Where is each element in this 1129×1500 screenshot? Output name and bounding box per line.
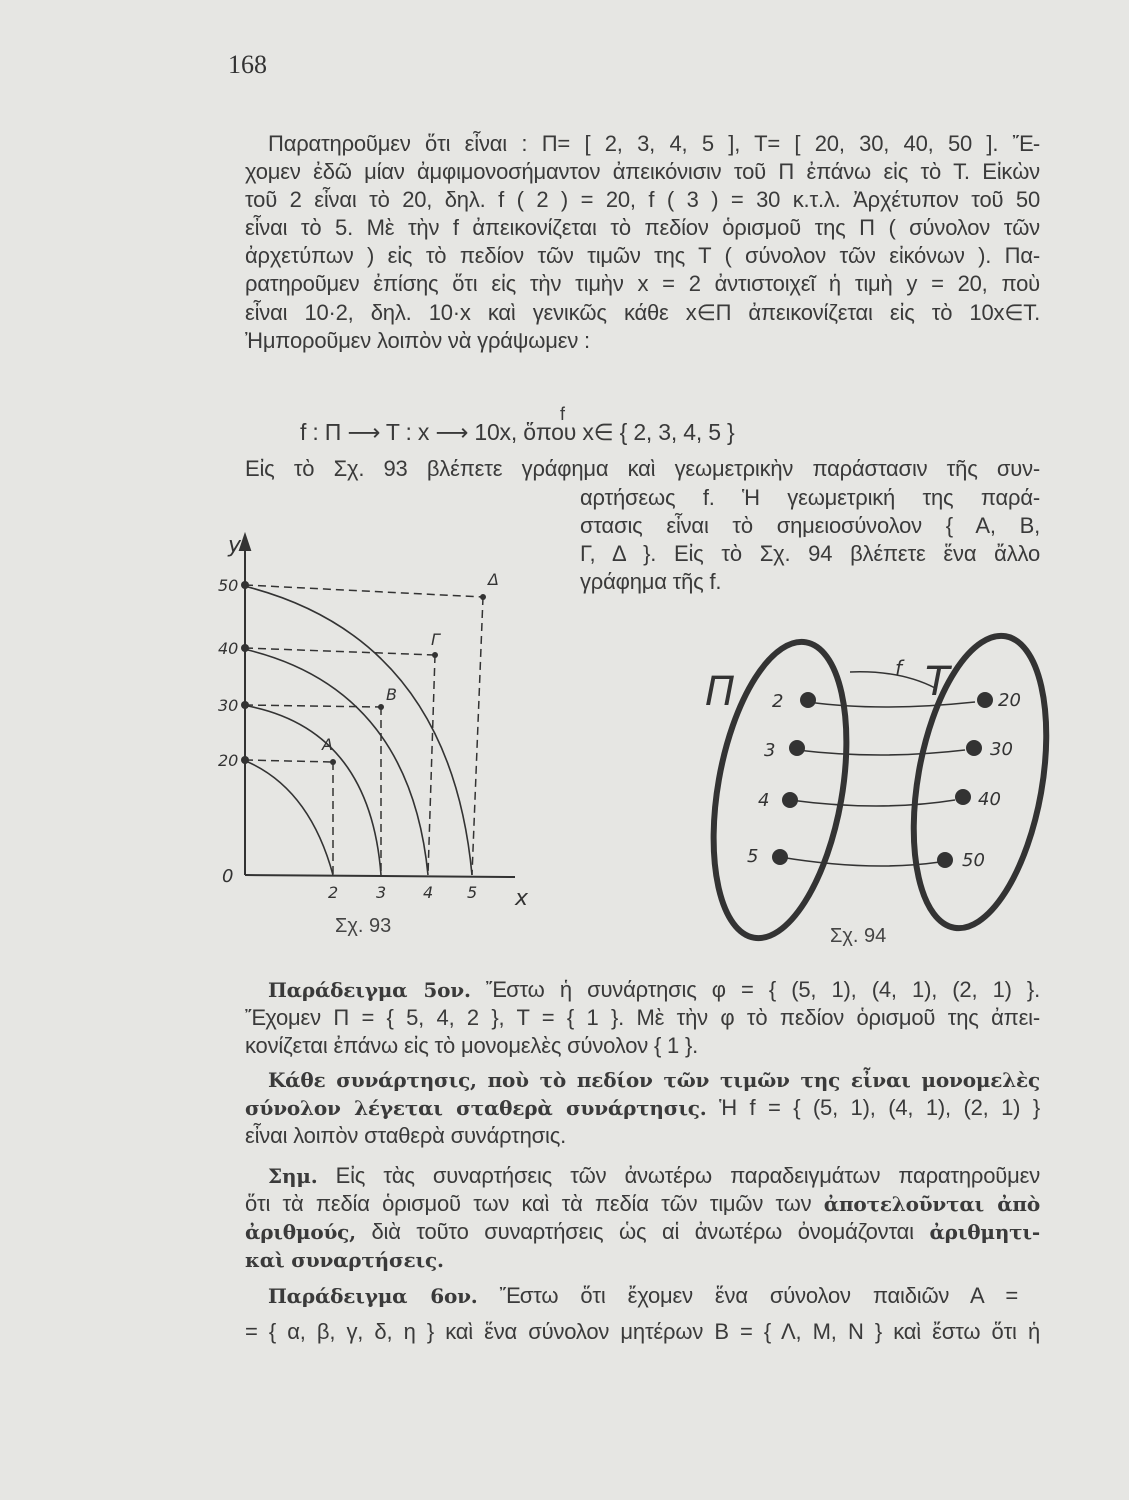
text-segment: Παρατηροῦμεν ὅτι εἶναι : Π= [ 2, 3, 4, 5 ], Τ= [ 20, 30, 40, 50 ]. Ἔ- — [268, 131, 1040, 156]
bold-text: ἀριθμούς, — [245, 1220, 356, 1244]
left-element-label: 5 — [747, 846, 759, 867]
point-label: Δ — [488, 570, 499, 589]
text-segment: κονίζεται ἐπάνω εἰς τὸ μονομελὲς σύνολον { 1 }. — [245, 1033, 699, 1058]
bold-text: ἀποτελοῦνται ἀπὸ — [823, 1192, 1040, 1216]
text-segment: εἶναι λοιπὸν σταθερὰ συνάρτησις. — [245, 1123, 567, 1148]
y-tick-label: 20 — [218, 751, 239, 770]
text-segment: ἀρχετύπων ) εἰς τὸ πεδίον τῶν τιμῶν της Τ ( σύνολον τῶν εἰκόνων ). Πα- — [245, 243, 1040, 268]
text-segment: τοῦ 2 εἶναι τὸ 20, δηλ. f ( 2 ) = 20, f ( 3 ) = 30 κ.τ.λ. Ἀρχέτυπον τοῦ 50 — [245, 187, 1040, 212]
text-segment: στασις εἶναι τὸ σημειοσύνολον { Α, Β, — [580, 513, 1040, 538]
x-axis-label: x — [515, 886, 529, 911]
points — [241, 581, 486, 765]
set-pi-label: Π — [705, 669, 736, 715]
point-label: Α — [322, 735, 333, 754]
y-axis-arrow-icon — [240, 535, 250, 550]
x-axis — [245, 875, 515, 877]
set-t-label: Τ — [925, 659, 950, 705]
text-segment: Ἔστω ὅτι ἔχομεν ἕνα σύνολον παιδιῶν Α = — [477, 1283, 1018, 1308]
formula-arrow-label: f — [560, 404, 565, 424]
bold-text: Σημ. — [268, 1164, 318, 1188]
left-element-label: 3 — [764, 740, 776, 761]
figure-93 — [240, 535, 515, 877]
set-t-ellipse — [893, 625, 1067, 938]
text-segment: ὅτι τὰ πεδία ὁρισμοῦ των καὶ τὰ πεδία τῶν τιμῶν των — [245, 1191, 824, 1216]
bold-text: Παράδειγμα 6ον. — [268, 1284, 478, 1308]
text-segment: αρτήσεως f. Ἡ γεωμετρική της παρά- — [580, 485, 1040, 510]
bold-text: Παράδειγμα 5ον. — [268, 978, 471, 1002]
right-element-label: 40 — [978, 789, 1001, 810]
text-segment: Γ, Δ }. Εἰς τὸ Σχ. 94 βλέπετε ἕνα ἄλλο — [580, 541, 1040, 566]
text-segment: χομεν ἐδῶ μίαν ἀμφιμονοσήμαντον ἀπεικόνισιν τοῦ Π ἐπάνω εἰς τὸ Τ. Εἰκὼν — [245, 159, 1040, 184]
text-segment: Εἰς τὸ Σχ. 93 βλέπετε γράφημα καὶ γεωμετρικὴν παράστασιν τῆς συν- — [245, 456, 1040, 481]
point-label: Β — [386, 685, 397, 704]
map-label: f — [895, 656, 903, 680]
text-segment: Εἰς τὰς συναρτήσεις τῶν ἀνωτέρω παραδειγμάτων παρατηροῦμεν — [317, 1163, 1040, 1188]
y-tick-label: 40 — [218, 639, 239, 658]
text-segment: Ἡ f = { (5, 1), (4, 1), (2, 1) } — [706, 1095, 1040, 1120]
origin-label: 0 — [222, 866, 234, 887]
set-elements — [772, 692, 993, 868]
bold-text: Κάθε συνάρτησις, ποὺ τὸ πεδίον τῶν τιμῶν της εἶναι μονομελὲς — [268, 1068, 1040, 1092]
y-tick-label: 30 — [218, 696, 239, 715]
text-segment: Ἔστω ἡ συνάρτησις φ = { (5, 1), (4, 1), (2, 1) }. — [470, 977, 1040, 1002]
text-segment: διὰ τοῦτο συναρτήσεις ὡς αἱ ἀνωτέρω ὀνομάζονται — [355, 1219, 930, 1244]
left-element-label: 2 — [772, 691, 784, 712]
text-segment: εἶναι τὸ 5. Μὲ τὴν f ἀπεικονίζεται τὸ πεδίον ὁρισμοῦ της Π ( σύνολον τῶν — [245, 215, 1040, 240]
fig93-caption: Σχ. 93 — [335, 915, 392, 937]
mapping-arrows — [780, 702, 975, 866]
right-element-label: 50 — [962, 850, 985, 871]
right-element-label: 30 — [990, 739, 1013, 760]
formula: f : Π ⟶ Τ : x ⟶ 10x, ὅπου x∈ { 2, 3, 4, 5 } — [300, 419, 735, 445]
text-segment: = { α, β, γ, δ, η } καὶ ἕνα σύνολον μητέρων Β = { Λ, Μ, Ν } καὶ ἔστω ὅτι ἡ — [245, 1319, 1040, 1344]
text-segment: γράφημα τῆς f. — [580, 569, 722, 594]
x-tick-label: 4 — [423, 883, 434, 902]
figure-94 — [693, 625, 1067, 948]
x-tick-label: 5 — [467, 883, 478, 902]
left-element-label: 4 — [758, 790, 770, 811]
page-number: 168 — [228, 50, 267, 79]
text-segment: Ἔχομεν Π = { 5, 4, 2 }, Τ = { 1 }. Μὲ τὴν φ τὸ πεδίον ὁρισμοῦ της ἀπει- — [245, 1005, 1040, 1030]
y-axis-label: y — [228, 533, 242, 558]
y-tick-label: 50 — [218, 576, 239, 595]
x-tick-label: 3 — [376, 883, 387, 902]
bold-text: ἀριθμητι- — [929, 1220, 1040, 1244]
fig94-caption: Σχ. 94 — [830, 925, 887, 947]
bold-text: σύνολον λέγεται σταθερὰ συνάρτησις. — [245, 1096, 707, 1120]
text-segment: Ἠμποροῦμεν λοιπὸν νὰ γράψωμεν : — [245, 328, 590, 353]
text-segment: εἶναι 10·2, δηλ. 10·x καὶ γενικῶς κάθε x∈Π ἀπεικονίζεται εἰς τὸ 10x∈Τ. — [245, 300, 1040, 325]
point-label: Γ — [431, 630, 440, 649]
guide-lines — [245, 585, 483, 875]
bold-text: καὶ συναρτήσεις. — [245, 1248, 444, 1272]
x-tick-label: 2 — [328, 883, 339, 902]
text-segment: ρατηροῦμεν ἐπίσης ὅτι εἰς τὴν τιμὴν x = 2 ἀντιστοιχεῖ ἡ τιμὴ y = 20, ποὺ — [245, 271, 1040, 296]
right-element-label: 20 — [998, 690, 1021, 711]
